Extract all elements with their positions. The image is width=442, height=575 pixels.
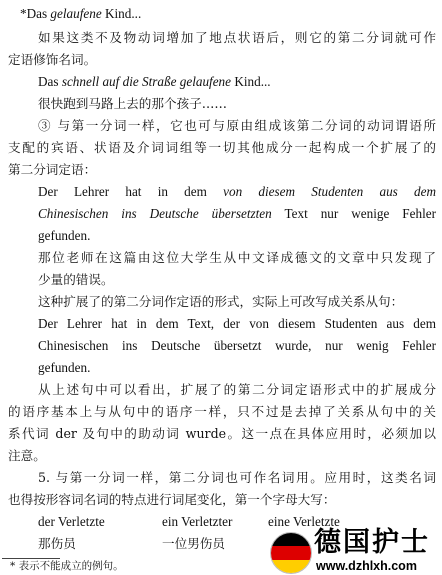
example-3-line-3: gefunden.: [38, 360, 91, 375]
example-1-chinese: 很快跑到马路上去的那个孩子……: [38, 96, 227, 111]
example-2-chinese-line-2: 少量的错误。: [38, 272, 114, 287]
noun-example-3: eine Verletzte: [268, 514, 340, 529]
example-2-chinese-line-1: 那位老师在这篇由这位大学生从中文译成德文的文章中只发现了: [38, 250, 436, 265]
example-1-german: Das schnell auf die Straße gelaufene Kind...: [38, 74, 271, 89]
paragraph-2-line-3: 第二分词定语：: [8, 162, 97, 177]
example-2-line-1: Der Lehrer hat in dem von diesem Studenten aus dem: [38, 184, 436, 199]
paragraph-1-line-1: 如果这类不及物动词增加了地点状语后，则它的第二分词就可作: [38, 30, 436, 45]
flag-stripe-black: [271, 533, 311, 546]
noun-example-2: ein Verletzter: [162, 514, 233, 529]
noun-example-1: der Verletzte: [38, 514, 105, 529]
paragraph-2-line-2: 支配的宾语、状语及介词词组等一切其他成分一起构成一个扩展了的: [8, 140, 436, 155]
german-flag-icon: [270, 532, 312, 574]
watermark-title: 德国护士: [314, 527, 430, 558]
example-2-line-3: gefunden.: [38, 228, 91, 243]
watermark-url: www.dzhlxh.com: [316, 559, 417, 573]
example-2-line-2: Chinesischen ins Deutsche übersetzten Text nur wenige Fehler: [38, 206, 436, 221]
paragraph-4-line-4: 注意。: [8, 448, 46, 463]
flag-stripe-gold: [271, 560, 311, 573]
footnote: * 表示不能成立的例句。: [10, 560, 124, 572]
paragraph-5-line-1: 5. 与第一分词一样，第二分词也可作名词用。应用时，这类名词: [38, 470, 436, 485]
paragraph-4-line-1: 从上述句中可以看出，扩展了的第二分词定语形式中的扩展成分: [38, 382, 436, 397]
paragraph-4-line-2: 的语序基本上与从句中的语序一样，只不过是去掉了关系从句中的关: [8, 404, 436, 419]
paragraph-3-line-1: 这种扩展了的第二分词作定语的形式，实际上可改写成关系从句：: [38, 294, 404, 309]
example-invalid-sentence: *Das gelaufene Kind...: [20, 6, 142, 21]
paragraph-1-line-2: 定语修饰名词。: [8, 52, 97, 67]
invalid-marker: *: [20, 6, 27, 21]
footnote-rule: [2, 558, 60, 559]
paragraph-4-line-3: 系代词 der 及句中的助动词 wurde。这一点在具体应用时，必须加以: [8, 426, 436, 441]
noun-example-2-chinese: 一位男伤员: [162, 536, 225, 551]
flag-stripe-red: [271, 546, 311, 559]
example-3-line-1: Der Lehrer hat in dem Text, der von diesem Studenten aus dem: [38, 316, 436, 331]
noun-example-1-chinese: 那伤员: [38, 536, 76, 551]
example-3-line-2: Chinesischen ins Deutsche übersetzt wurde, nur wenig Fehler: [38, 338, 436, 353]
site-watermark: [270, 527, 442, 575]
paragraph-5-line-2: 也得按形容词名词的特点进行词尾变化，第一个字母大写：: [8, 492, 336, 507]
paragraph-2-line-1: ③ 与第一分词一样，它也可与原由组成该第二分词的动词谓语所: [38, 118, 436, 133]
